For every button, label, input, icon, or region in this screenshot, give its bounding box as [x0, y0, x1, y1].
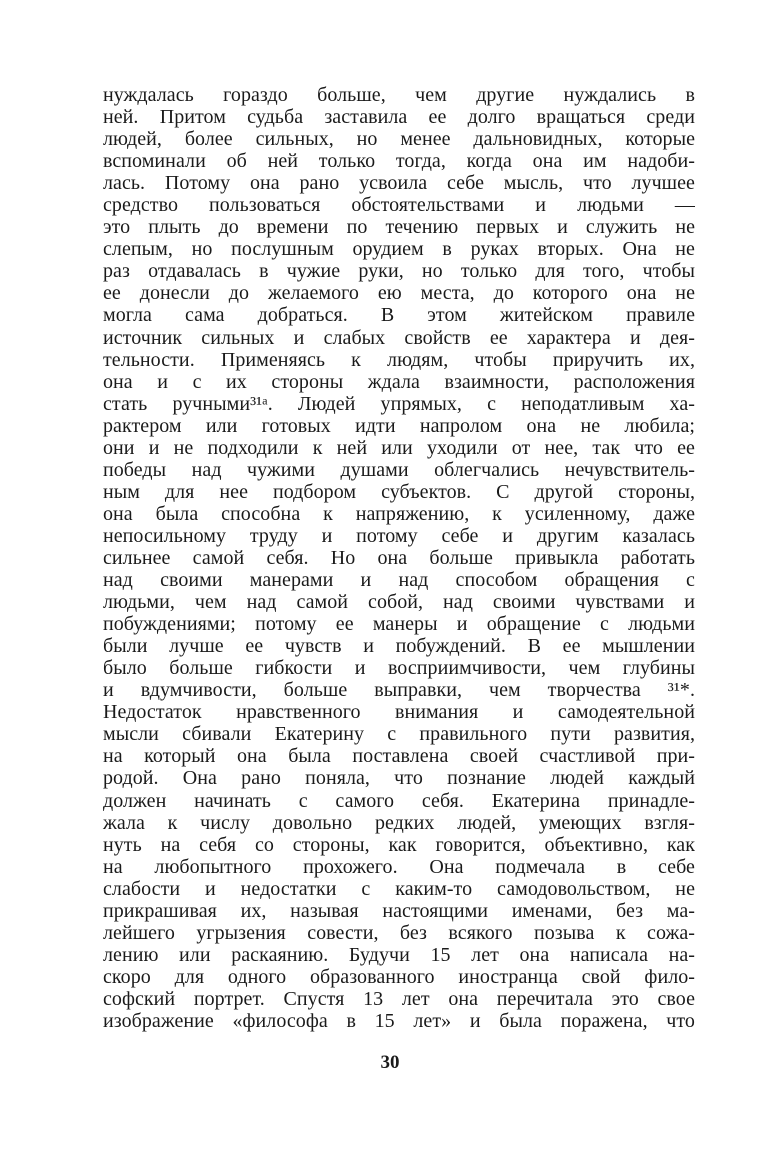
text-line: прикрашивая их, называя настоящими именами, без ма- — [103, 899, 695, 922]
text-line: и вдумчивости, больше выправки, чем творчества ³¹*. — [103, 679, 695, 702]
text-line: лению или раскаянию. Будучи 15 лет она написала на- — [103, 943, 695, 966]
text-line: изображение «философа в 15 лет» и была поражена, что — [103, 1009, 695, 1032]
text-line: Недостаток нравственного внимания и самодеятельной — [103, 701, 695, 724]
text-line: жала к числу довольно редких людей, умеющих взгля- — [103, 811, 695, 834]
text-line: сильнее самой себя. Но она больше привыкла работать — [103, 546, 695, 569]
text-line: было больше гибкости и восприимчивости, чем глубины — [103, 657, 695, 680]
text-line: нуждалась гораздо больше, чем другие нуждались в — [103, 84, 695, 106]
text-line: могла сама добраться. В этом житейском правиле — [103, 304, 695, 327]
text-line: средство пользоваться обстоятельствами и людьми — — [103, 194, 695, 217]
text-line: ным для нее подбором субъектов. С другой стороны, — [103, 480, 695, 503]
text-line: скоро для одного образованного иностранца свой фило- — [103, 965, 695, 988]
page-number: 30 — [380, 1052, 400, 1073]
text-line: людей, более сильных, но менее дальновидных, которые — [103, 128, 695, 151]
text-line: это плыть до времени по течению первых и служить не — [103, 216, 695, 239]
text-line: на который она была поставлена своей счастливой при- — [103, 745, 695, 768]
text-line: источник сильных и слабых свойств ее характера и дея- — [103, 326, 695, 349]
text-line: ее донесли до желаемого ею места, до которого она не — [103, 282, 695, 305]
text-line: нуть на себя со стороны, как говорится, объективно, как — [103, 833, 695, 856]
text-line: побуждениями; потому ее манеры и обращение с людьми — [103, 613, 695, 636]
text-line: над своими манерами и над способом обращения с — [103, 569, 695, 592]
text-line: рактером или готовых идти напролом она не любила; — [103, 414, 695, 437]
text-line: ней. Притом судьба заставила ее долго вращаться среди — [103, 106, 695, 129]
text-line: родой. Она рано поняла, что познание людей каждый — [103, 767, 695, 790]
text-line: слепым, но послушным орудием в руках вторых. Она не — [103, 238, 695, 261]
text-line: слабости и недостатки с каким-то самодовольством, не — [103, 877, 695, 900]
text-line: должен начинать с самого себя. Екатерина принадле- — [103, 789, 695, 812]
text-line: лейшего угрызения совести, без всякого позыва к сожа- — [103, 921, 695, 944]
text-line: были лучше ее чувств и побуждений. В ее мышлении — [103, 635, 695, 658]
text-line: софский портрет. Спустя 13 лет она перечитала это свое — [103, 987, 695, 1010]
text-line: они и не подходили к ней или уходили от нее, так что ее — [103, 436, 695, 459]
text-line: непосильному труду и потому себе и другим казалась — [103, 524, 695, 547]
text-line: лась. Потому она рано усвоила себе мысль, что лучшее — [103, 172, 695, 195]
text-line: на любопытного прохожего. Она подмечала в себе — [103, 855, 695, 878]
body-text — [103, 84, 695, 1032]
text-line: тельности. Применяясь к людям, чтобы приручить их, — [103, 348, 695, 371]
text-line: победы над чужими душами облегчались нечувствитель- — [103, 458, 695, 481]
text-line: вспоминали об ней только тогда, когда она им надоби- — [103, 150, 695, 173]
text-line: она и с их стороны ждала взаимности, расположения — [103, 370, 695, 393]
text-line: раз отдавалась в чужие руки, но только для того, чтобы — [103, 260, 695, 283]
text-line: мысли сбивали Екатерину с правильного пути развития, — [103, 723, 695, 746]
text-line: стать ручными³¹ᵃ. Людей упрямых, с неподатливым ха- — [103, 392, 695, 415]
text-line: людьми, чем над самой собой, над своими чувствами и — [103, 591, 695, 614]
text-line: она была способна к напряжению, к усиленному, даже — [103, 502, 695, 525]
